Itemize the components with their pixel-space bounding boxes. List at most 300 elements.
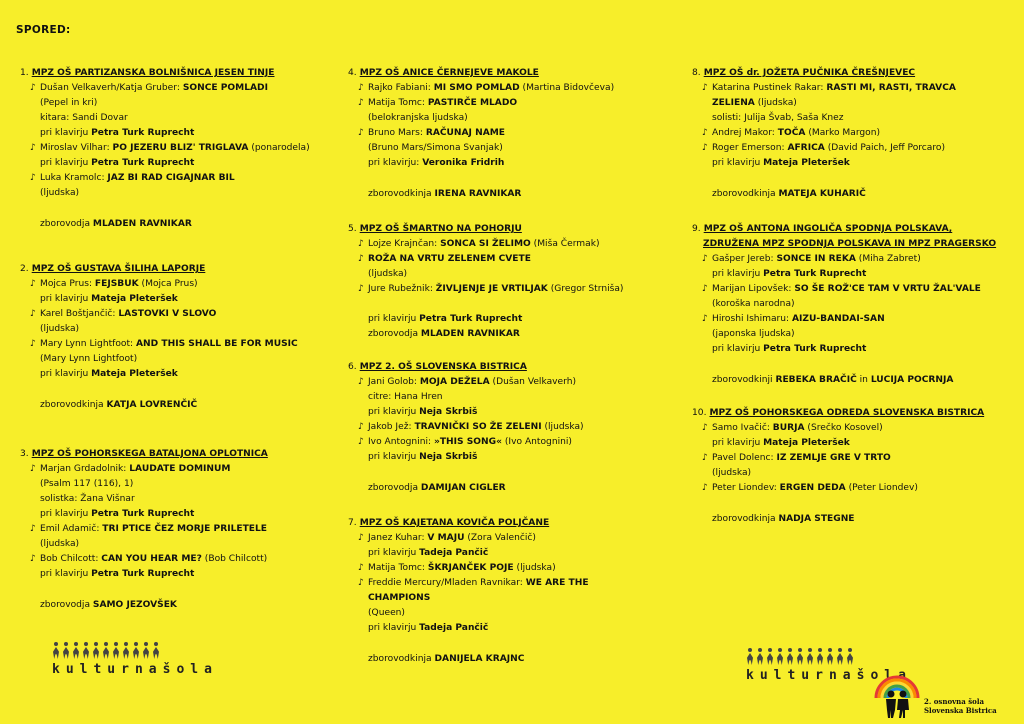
song-detail-line (686, 96, 1018, 111)
choir-name: MPZ OŠ POHORSKEGA ODREDA SLOVENSKA BISTRICA (709, 408, 985, 418)
song-text: (Srečko Kosovel) (804, 423, 883, 433)
song-detail-line (14, 352, 332, 367)
song-title: TOČA (777, 128, 806, 138)
song-text: Gašper Jereb: (712, 254, 777, 264)
song-line (686, 126, 1018, 141)
song-text: Marjan Grdadolnik: (40, 464, 130, 474)
conductor-conjunction: in (856, 375, 871, 385)
song-detail-line (686, 436, 1018, 451)
song-title: Petra Turk Ruprecht (763, 344, 867, 354)
song-title: BURJA (772, 423, 805, 433)
song-text: (Miša Čermak) (530, 239, 600, 249)
song-line (342, 282, 677, 297)
song-title: Mateja Pleteršek (763, 438, 850, 448)
song-text: kitara: Sandi Dovar (40, 113, 128, 123)
song-line (14, 337, 332, 352)
song-text: Marijan Lipovšek: (712, 284, 795, 294)
music-note-icon: ♪ (358, 563, 364, 573)
choir-name: MPZ OŠ dr. JOŽETA PUČNIKA ČREŠNJEVEC (703, 68, 916, 78)
song-text: (ljudska) (368, 269, 408, 279)
song-title: JAZ BI RAD CIGAJNAR BIL (107, 173, 235, 183)
song-text: Bruno Mars: (368, 128, 426, 138)
people-icon-row (52, 642, 218, 660)
conductor-role: zborovodja (40, 219, 93, 229)
choir-number: 9. (692, 224, 701, 234)
program-column-2 (342, 66, 677, 667)
song-title: »THIS SONG« (433, 437, 502, 447)
song-line (342, 81, 677, 96)
program-column-3 (686, 66, 1018, 527)
program-column-1 (14, 66, 332, 613)
song-line (686, 252, 1018, 267)
song-text: pri klavirju (40, 569, 92, 579)
song-text: (Dušan Velkaverh) (489, 377, 577, 387)
song-detail-line (14, 292, 332, 307)
song-text: Rajko Fabiani: (368, 83, 434, 93)
music-note-icon: ♪ (358, 578, 364, 588)
conductor-line (686, 373, 1018, 388)
song-title: Petra Turk Ruprecht (91, 128, 195, 138)
choir-block (342, 360, 677, 496)
song-text: pri klavirju (368, 314, 420, 324)
song-title: LAUDATE DOMINUM (129, 464, 231, 474)
song-title: FEJSBUK (94, 279, 139, 289)
choir-name: MPZ OŠ ANICE ČERNEJEVE MAKOLE (359, 68, 539, 78)
song-text: (Psalm 117 (116), 1) (40, 479, 134, 489)
song-text: (japonska ljudska) (712, 329, 795, 339)
choir-name: MPZ OŠ PARTIZANSKA BOLNIŠNICA JESEN TINJE (31, 68, 275, 78)
song-title: Petra Turk Ruprecht (419, 314, 523, 324)
choir-block (342, 516, 677, 667)
song-text: (koroška narodna) (712, 299, 795, 309)
music-note-icon: ♪ (702, 128, 708, 138)
conductor-name: DANIJELA KRAJNC (434, 654, 525, 664)
conductor-line (342, 481, 677, 496)
song-title: Tadeja Pančič (419, 548, 489, 558)
conductor-role: zborovodkinja (712, 189, 779, 199)
song-detail-line (342, 450, 677, 465)
song-line (14, 462, 332, 477)
conductor-line (686, 512, 1018, 527)
music-note-icon: ♪ (358, 239, 364, 249)
song-text: (Miha Zabret) (855, 254, 921, 264)
conductor-line (342, 187, 677, 202)
choir-name: MPZ OŠ POHORSKEGA BATALJONA OPLOTNICA (31, 449, 268, 459)
choir-number: 3. (20, 449, 29, 459)
song-line (686, 81, 1018, 96)
song-text: (Bob Chilcott) (201, 554, 268, 564)
song-text: (ljudska) (40, 539, 80, 549)
choir-name: MPZ OŠ ANTONA INGOLIČA SPODNJA POLSKAVA, (703, 224, 953, 234)
song-title: PASTIRČE MLADO (427, 98, 518, 108)
song-title: SONCA SI ŽELIMO (440, 239, 531, 249)
song-text: pri klavirju (368, 623, 420, 633)
song-title: LASTOVKI V SLOVO (118, 309, 217, 319)
song-text: Ivo Antognini: (368, 437, 434, 447)
music-note-icon: ♪ (702, 423, 708, 433)
song-title: ERGEN DEDA (779, 483, 846, 493)
music-note-icon: ♪ (30, 464, 36, 474)
people-icon-row (746, 648, 912, 666)
conductor-name: DAMIJAN CIGLER (420, 483, 506, 493)
choir-number: 1. (20, 68, 29, 78)
conductor-line (342, 652, 677, 667)
song-text: Matija Tomc: (368, 98, 428, 108)
song-detail-line (342, 141, 677, 156)
song-text: (ljudska) (712, 468, 752, 478)
song-detail-line (342, 591, 677, 606)
music-note-icon: ♪ (702, 83, 708, 93)
song-text: Katarina Pustinek Rakar: (712, 83, 827, 93)
song-title: Petra Turk Ruprecht (91, 509, 195, 519)
song-title: Mateja Pleteršek (763, 158, 850, 168)
song-title: RASTI MI, RASTI, TRAVCA (826, 83, 956, 93)
song-text: Andrej Makor: (712, 128, 778, 138)
choir-name: MPZ OŠ ŠMARTNO NA POHORJU (359, 224, 522, 234)
song-text: pri klavirju (712, 344, 764, 354)
music-note-icon: ♪ (358, 437, 364, 447)
song-detail-line (342, 297, 677, 312)
school-name (924, 697, 997, 715)
song-detail-line (14, 507, 332, 522)
song-text: solistka: Žana Višnar (40, 494, 135, 504)
music-note-icon: ♪ (702, 483, 708, 493)
song-detail-line (14, 477, 332, 492)
song-text: pri klavirju (40, 369, 92, 379)
song-detail-line (686, 111, 1018, 126)
song-detail-line (686, 466, 1018, 481)
song-line (686, 421, 1018, 436)
song-text: pri klavirju (40, 294, 92, 304)
song-line (342, 237, 677, 252)
song-text: (Mojca Prus) (138, 279, 198, 289)
song-title: MOJA DEŽELA (419, 377, 490, 387)
song-title: TRAVNIČKI SO ŽE ZELENI (414, 422, 542, 432)
song-title: CHAMPIONS (368, 593, 431, 603)
song-text: (David Paich, Jeff Porcaro) (824, 143, 946, 153)
song-title: AND THIS SHALL BE FOR MUSIC (136, 339, 298, 349)
song-text: (ponarodela) (248, 143, 310, 153)
music-note-icon: ♪ (358, 254, 364, 264)
song-text: Jani Golob: (368, 377, 420, 387)
song-detail-line (14, 322, 332, 337)
song-title: Mateja Pleteršek (91, 294, 178, 304)
music-note-icon: ♪ (30, 309, 36, 319)
song-title: Petra Turk Ruprecht (91, 569, 195, 579)
choir-number: 5. (348, 224, 357, 234)
song-text: Mary Lynn Lightfoot: (40, 339, 137, 349)
song-text: pri klavirju (40, 158, 92, 168)
song-text: Hiroshi Ishimaru: (712, 314, 792, 324)
song-text: Luka Kramolc: (40, 173, 108, 183)
song-text: citre: Hana Hren (368, 392, 443, 402)
song-title: PO JEZERU BLIZ' TRIGLAVA (112, 143, 249, 153)
song-title: Petra Turk Ruprecht (763, 269, 867, 279)
song-title: Neja Skrbiš (419, 407, 478, 417)
song-line (14, 307, 332, 322)
logo-wordmark: kulturnašola (52, 662, 218, 677)
song-text: pri klavirju (712, 158, 764, 168)
song-text: (ljudska) (40, 324, 80, 334)
song-line (14, 552, 332, 567)
song-text: Mojca Prus: (40, 279, 95, 289)
song-title: ZELIENA (712, 98, 755, 108)
choir-name: MPZ OŠ GUSTAVA ŠILIHA LAPORJE (31, 264, 206, 274)
choir-block (14, 66, 332, 232)
song-detail-line (14, 186, 332, 201)
song-title: SO ŠE ROŽ'CE TAM V VRTU ŽAL'VALE (794, 284, 981, 294)
song-line (14, 141, 332, 156)
conductor-role: zborovodkinja (368, 189, 435, 199)
conductor-name: MATEJA KUHARIČ (778, 189, 866, 199)
song-title: Veronika Fridrih (422, 158, 505, 168)
conductor-role: zborovodkinji (712, 375, 776, 385)
song-title: AFRICA (787, 143, 825, 153)
song-text: (Gregor Strniša) (547, 284, 624, 294)
song-detail-line (14, 537, 332, 552)
song-line (342, 126, 677, 141)
song-text: Roger Emerson: (712, 143, 788, 153)
song-detail-line (342, 390, 677, 405)
music-note-icon: ♪ (30, 143, 36, 153)
song-detail-line (686, 156, 1018, 171)
choir-block (342, 66, 677, 202)
song-text: Miroslav Vilhar: (40, 143, 113, 153)
conductor-name: MLADEN RAVNIKAR (92, 219, 192, 229)
song-detail-line (14, 492, 332, 507)
conductor-line (686, 187, 1018, 202)
choir-number: 7. (348, 518, 357, 528)
song-text: (ljudska) (40, 188, 80, 198)
music-note-icon: ♪ (358, 533, 364, 543)
conductor-name: MLADEN RAVNIKAR (420, 329, 520, 339)
choir-heading (14, 66, 332, 81)
choir-block (686, 66, 1018, 202)
song-text: pri klavirju (712, 438, 764, 448)
conductor-name: SAMO JEZOVŠEK (92, 600, 177, 610)
song-detail-line (342, 111, 677, 126)
song-detail-line (14, 111, 332, 126)
music-note-icon: ♪ (358, 83, 364, 93)
choir-heading-cont (686, 237, 1018, 252)
choir-name-cont: ZDRUŽENA MPZ SPODNJA POLSKAVA IN MPZ PRAGERSKO (703, 239, 997, 249)
song-title: Petra Turk Ruprecht (91, 158, 195, 168)
song-text: (Bruno Mars/Simona Svanjak) (368, 143, 503, 153)
song-text: (ljudska) (513, 563, 556, 573)
music-note-icon: ♪ (358, 284, 364, 294)
song-line (342, 375, 677, 390)
song-text: (Zora Valenčič) (464, 533, 536, 543)
choir-heading (686, 406, 1018, 421)
song-title: MI SMO POMLAD (433, 83, 520, 93)
song-text: (Ivo Antognini) (501, 437, 572, 447)
choir-number: 10. (692, 408, 707, 418)
song-detail-line (342, 312, 677, 327)
conductor-role: zborovodja (40, 600, 93, 610)
song-line (686, 312, 1018, 327)
song-line (14, 522, 332, 537)
song-line (686, 451, 1018, 466)
song-text: Janez Kuhar: (368, 533, 428, 543)
music-note-icon: ♪ (30, 279, 36, 289)
choir-name: MPZ 2. OŠ SLOVENSKA BISTRICA (359, 362, 527, 372)
song-text: solisti: Julija Švab, Saša Knez (712, 113, 844, 123)
song-title: ŽIVLJENJE JE VRTILJAK (435, 284, 548, 294)
song-detail-line (14, 96, 332, 111)
song-text: pri klavirju (368, 407, 420, 417)
song-detail-line (342, 546, 677, 561)
song-text: (Pepel in kri) (40, 98, 98, 108)
music-note-icon: ♪ (30, 554, 36, 564)
song-line (14, 171, 332, 186)
song-text: Peter Liondev: (712, 483, 780, 493)
song-text: Freddie Mercury/Mladen Ravnikar: (368, 578, 526, 588)
conductor-line (14, 398, 332, 413)
song-detail-line (342, 267, 677, 282)
song-detail-line (14, 567, 332, 582)
music-note-icon: ♪ (30, 83, 36, 93)
song-line (14, 277, 332, 292)
song-detail-line (342, 621, 677, 636)
choir-heading (342, 360, 677, 375)
conductor-name: NADJA STEGNE (778, 514, 855, 524)
music-note-icon: ♪ (702, 314, 708, 324)
logo-wordmark: kulturnašola (746, 668, 912, 683)
song-line (342, 252, 677, 267)
music-note-icon: ♪ (358, 128, 364, 138)
song-text: Bob Chilcott: (40, 554, 102, 564)
song-text: (Mary Lynn Lightfoot) (40, 354, 138, 364)
choir-number: 8. (692, 68, 701, 78)
conductor-role: zborovodkinja (712, 514, 779, 524)
music-note-icon: ♪ (358, 98, 364, 108)
song-text: Dušan Velkaverh/Katja Gruber: (40, 83, 183, 93)
song-text: (Marko Margon) (805, 128, 881, 138)
music-note-icon: ♪ (702, 143, 708, 153)
kulturna-sola-logo-left (52, 642, 218, 677)
song-title: RAČUNAJ NAME (425, 128, 506, 138)
school-name-line1: 2. osnovna šola (924, 697, 985, 706)
song-text: Lojze Krajnčan: (368, 239, 441, 249)
music-note-icon: ♪ (30, 524, 36, 534)
choir-block (686, 222, 1018, 388)
conductor-name: LUCIJA POCRNJA (870, 375, 954, 385)
music-note-icon: ♪ (30, 173, 36, 183)
song-detail-line (342, 606, 677, 621)
song-text: Pavel Dolenc: (712, 453, 777, 463)
song-text: pri klavirju: (368, 158, 423, 168)
song-detail-line (686, 267, 1018, 282)
song-line (686, 481, 1018, 496)
choir-block (686, 406, 1018, 527)
song-text: Jakob Jež: (368, 422, 415, 432)
choir-number: 2. (20, 264, 29, 274)
page-title: SPORED: (16, 24, 71, 36)
song-title: IZ ZEMLJE GRE V TRTO (776, 453, 891, 463)
choir-block (342, 222, 677, 342)
song-text: Jure Rubežnik: (368, 284, 436, 294)
song-detail-line (342, 156, 677, 171)
song-title: SONCE IN REKA (776, 254, 856, 264)
song-line (686, 141, 1018, 156)
music-note-icon: ♪ (702, 284, 708, 294)
choir-number: 6. (348, 362, 357, 372)
choir-block (14, 262, 332, 413)
conductor-line (342, 327, 677, 342)
conductor-line (14, 217, 332, 232)
song-line (342, 420, 677, 435)
conductor-role: zborovodkinja (368, 654, 435, 664)
song-text: Emil Adamič: (40, 524, 103, 534)
song-text: pri klavirju (368, 548, 420, 558)
song-text: (Martina Bidovčeva) (519, 83, 615, 93)
song-text: Karel Boštjančič: (40, 309, 119, 319)
conductor-role: zborovodja (368, 329, 421, 339)
song-text: (belokranjska ljudska) (368, 113, 468, 123)
conductor-line (14, 598, 332, 613)
choir-heading (342, 66, 677, 81)
song-detail-line (686, 297, 1018, 312)
song-title: Mateja Pleteršek (91, 369, 178, 379)
choir-heading (14, 447, 332, 462)
song-title: CAN YOU HEAR ME? (101, 554, 202, 564)
music-note-icon: ♪ (358, 422, 364, 432)
music-note-icon: ♪ (702, 453, 708, 463)
song-detail-line (14, 126, 332, 141)
song-title: Tadeja Pančič (419, 623, 489, 633)
song-line (342, 96, 677, 111)
song-title: Neja Skrbiš (419, 452, 478, 462)
conductor-name: IRENA RAVNIKAR (434, 189, 522, 199)
choir-heading (342, 516, 677, 531)
song-line (686, 282, 1018, 297)
choir-heading (342, 222, 677, 237)
choir-heading (14, 262, 332, 277)
song-line (342, 531, 677, 546)
music-note-icon: ♪ (702, 254, 708, 264)
song-title: AIZU-BANDAI-SAN (791, 314, 885, 324)
song-detail-line (686, 342, 1018, 357)
song-text: (ljudska) (754, 98, 797, 108)
song-title: TRI PTICE ČEZ MORJE PRILETELE (102, 524, 268, 534)
music-note-icon: ♪ (358, 377, 364, 387)
song-text: pri klavirju (40, 509, 92, 519)
song-text: pri klavirju (712, 269, 764, 279)
song-line (342, 561, 677, 576)
music-note-icon: ♪ (30, 339, 36, 349)
song-detail-line (686, 327, 1018, 342)
song-line (342, 435, 677, 450)
choir-name: MPZ OŠ KAJETANA KOVIČA POLJČANE (359, 518, 550, 528)
song-text: pri klavirju (368, 452, 420, 462)
choir-block (14, 447, 332, 613)
song-detail-line (342, 405, 677, 420)
song-text: (Queen) (368, 608, 405, 618)
song-text: (Peter Liondev) (845, 483, 918, 493)
song-text: Matija Tomc: (368, 563, 428, 573)
song-title: ŠKRJANČEK POJE (427, 563, 514, 573)
school-name-line2: Slovenska Bistrica (924, 706, 997, 715)
song-text: pri klavirju (40, 128, 92, 138)
song-text: (ljudska) (541, 422, 584, 432)
choir-number: 4. (348, 68, 357, 78)
choir-heading (686, 66, 1018, 81)
song-detail-line (14, 367, 332, 382)
conductor-role: zborovodkinja (40, 400, 107, 410)
song-line (342, 576, 677, 591)
conductor-name: REBEKA BRAČIČ (775, 375, 857, 385)
song-title: V MAJU (427, 533, 465, 543)
